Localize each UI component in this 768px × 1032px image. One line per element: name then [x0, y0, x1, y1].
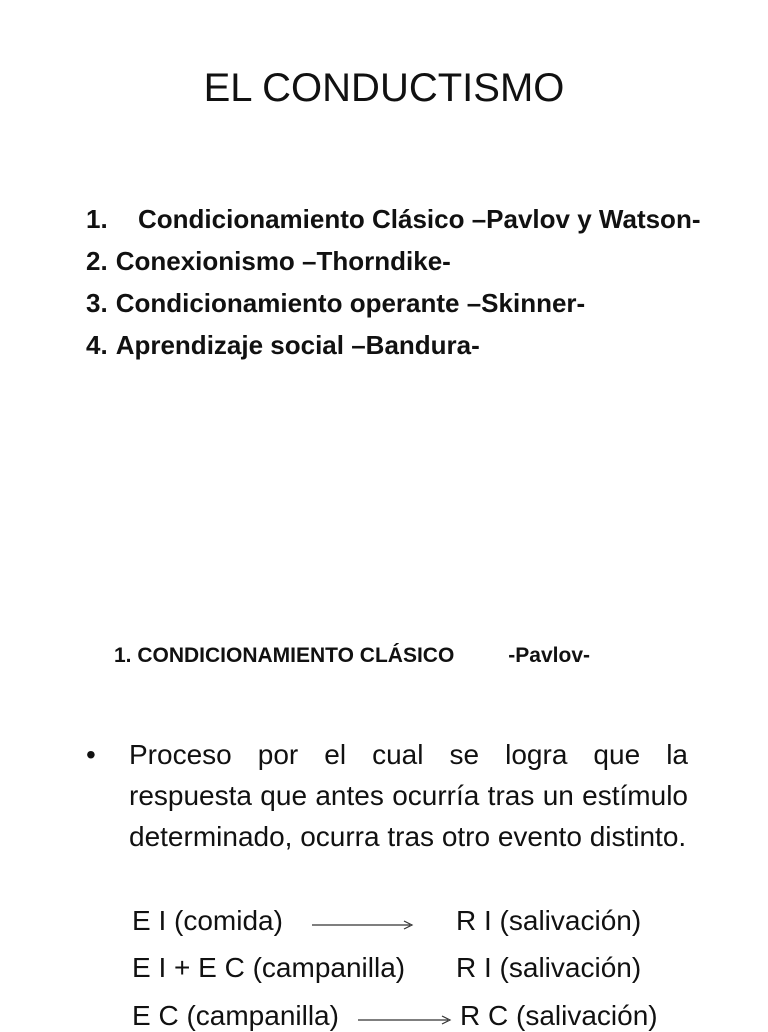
slide-title: EL CONDUCTISMO — [203, 66, 565, 110]
bullet-paragraph — [86, 734, 688, 857]
list-item-text: Condicionamiento Clásico –Pavlov y Watson- — [138, 204, 701, 234]
formula-stimulus: E I + E C (campanilla) — [132, 952, 406, 983]
list-item — [86, 240, 706, 282]
formula-response: R I (salivación) — [456, 905, 642, 936]
right-arrow-icon — [312, 919, 416, 931]
list-item-number: 4. — [86, 330, 108, 360]
topic-list — [86, 198, 706, 366]
list-item-number: 1. — [86, 204, 108, 234]
formula-response: R I (salivación) — [456, 952, 642, 983]
formula-stimulus: E I (comida) — [132, 905, 283, 936]
list-item-text: Condicionamiento operante –Skinner- — [115, 288, 586, 318]
list-item — [86, 324, 706, 366]
section-author: -Pavlov- — [508, 644, 590, 667]
slide-1 — [0, 0, 768, 512]
list-item-text: Conexionismo –Thorndike- — [115, 246, 451, 276]
slide-2 — [0, 512, 768, 1031]
list-item-number: 3. — [86, 288, 108, 318]
right-arrow-icon — [358, 1014, 454, 1026]
section-title — [114, 644, 714, 668]
bullet-icon: • — [86, 739, 96, 770]
list-item — [86, 198, 706, 240]
bullet-text: Proceso por el cual se logra que la respuesta que antes ocurría tras un estímulo determinado, ocurra tras otro evento distinto. — [129, 739, 688, 852]
section-title-text: 1. CONDICIONAMIENTO CLÁSICO — [114, 644, 455, 667]
list-item-number: 2. — [86, 246, 108, 276]
list-item-text: Aprendizaje social –Bandura- — [115, 330, 480, 360]
formula-response: R C (salivación) — [460, 1000, 658, 1031]
list-item — [86, 282, 706, 324]
formula-stimulus: E C (campanilla) — [132, 1000, 339, 1031]
